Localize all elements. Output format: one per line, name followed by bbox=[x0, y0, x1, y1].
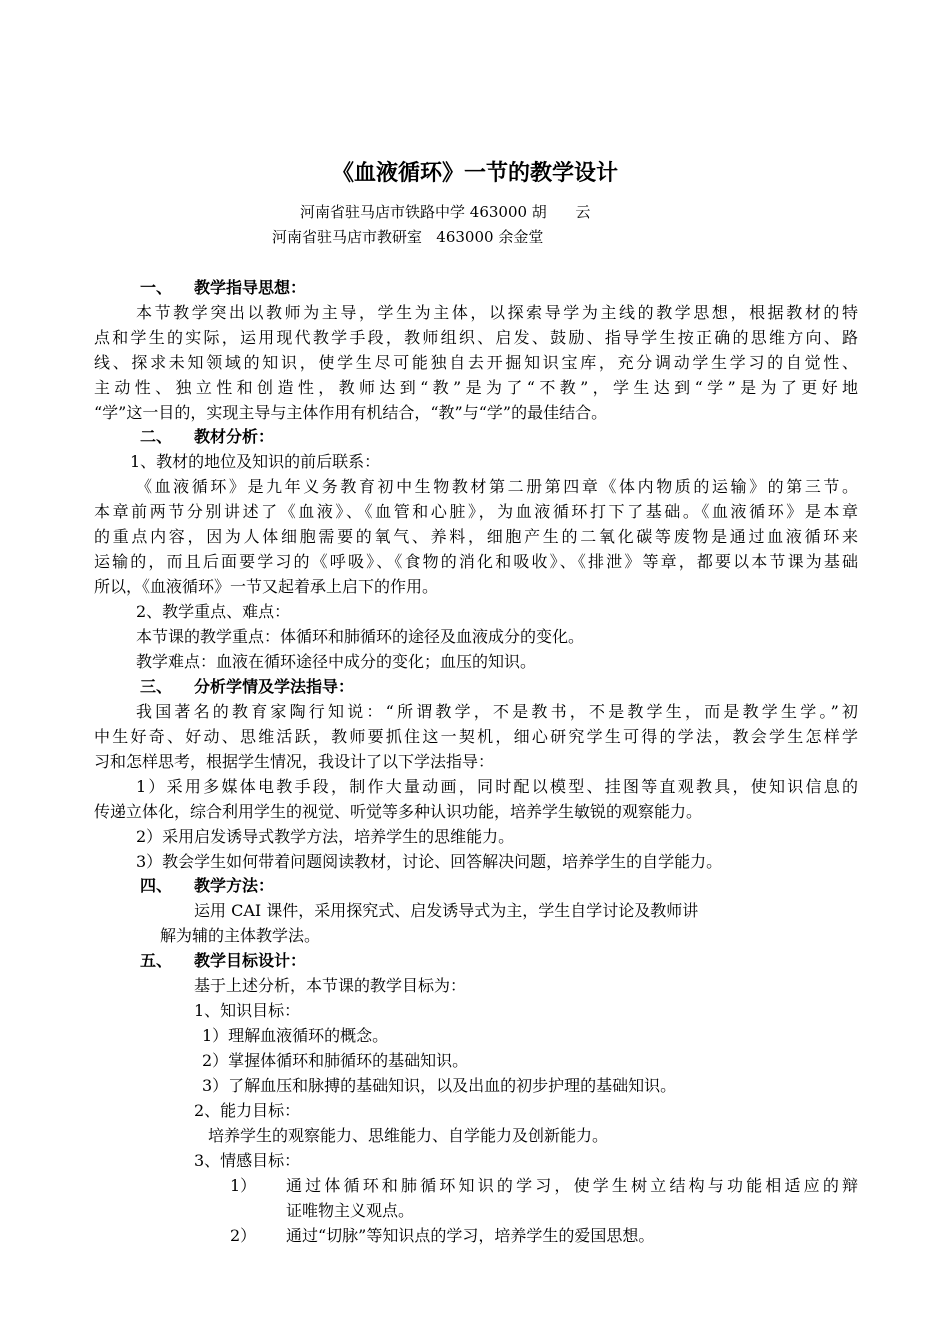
section3-item3: 3）教会学生如何带着问题阅读教材，讨论、回答解决问题，培养学生的自学能力。 bbox=[136, 852, 723, 871]
section1-heading: 教学指导思想： bbox=[194, 278, 307, 297]
section5-heading: 教学目标设计： bbox=[194, 951, 307, 970]
author-line-2: 河南省驻马店市教研室 463000 余金堂 bbox=[272, 228, 544, 246]
section2-key-point: 本节课的教学重点：体循环和肺循环的途径及血液成分的变化。 bbox=[136, 627, 585, 646]
section2-heading: 教材分析： bbox=[194, 427, 275, 446]
section2-line-5: 所以，《血液循环》一节又起着承上启下的作用。 bbox=[94, 577, 439, 596]
section2-difficulty: 教学难点：血液在循环途径中成分的变化；血压的知识。 bbox=[136, 652, 537, 671]
ability-goal-text: 培养学生的观察能力、思维能力、自学能力及创新能力。 bbox=[208, 1126, 609, 1145]
section1-line-4: 主动性、独立性和创造性，教师达到“教”是为了“不教”，学生达到“学”是为了更好地 bbox=[94, 378, 858, 397]
section1-line-3: 线、探求未知领域的知识，使学生尽可能独自去开掘知识宝库，充分调动学生学习的自觉性、 bbox=[94, 353, 858, 372]
section2-line-1: 《血液循环》是九年义务教育初中生物教材第二册第四章《体内物质的运输》的第三节。 bbox=[136, 477, 858, 496]
section2-subheading-2: 2、教学重点、难点： bbox=[136, 602, 291, 621]
section3-item1-line-2: 传递立体化，综合利用学生的视觉、听觉等多种认识功能，培养学生敏锐的观察能力。 bbox=[94, 802, 703, 821]
section3-line-1: 我国著名的教育家陶行知说：“所谓教学，不是教书，不是教学生，而是教学生学。”初 bbox=[136, 702, 858, 721]
section3-item2: 2）采用启发诱导式教学方法，培养学生的思维能力。 bbox=[136, 827, 515, 846]
knowledge-goal-1: 1）理解血液循环的概念。 bbox=[202, 1026, 389, 1045]
section2-line-4: 运输的，而且后面要学习的《呼吸》、《食物的消化和吸收》、《排泄》等章，都要以本节课为基础 bbox=[94, 552, 858, 571]
section1-line-1: 本节教学突出以教师为主导，学生为主体，以探索导学为主线的教学思想，根据教材的特 bbox=[136, 303, 858, 322]
section2-subheading-1: 1、教材的地位及知识的前后联系： bbox=[130, 452, 381, 471]
emotion-goal-1-line-1: 通过体循环和肺循环知识的学习，使学生树立结构与功能相适应的辩 bbox=[286, 1176, 858, 1195]
knowledge-goal-2: 2）掌握体循环和肺循环的基础知识。 bbox=[202, 1051, 469, 1070]
emotion-goal-1-number: 1） bbox=[230, 1176, 257, 1195]
section3-line-2: 中生好奇、好动、思维活跃，教师要抓住这一契机，细心研究学生可得的学法，教会学生怎样学 bbox=[94, 727, 858, 746]
emotion-goal-2-number: 2） bbox=[230, 1226, 257, 1245]
section1-line-2: 点和学生的实际，运用现代教学手段，教师组织、启发、鼓励、指导学生按正确的思维方向、路 bbox=[94, 328, 858, 347]
ability-goals-label: 2、能力目标： bbox=[194, 1101, 301, 1120]
section4-number: 四、 bbox=[140, 876, 173, 895]
knowledge-goals-label: 1、知识目标： bbox=[194, 1001, 301, 1020]
section3-number: 三、 bbox=[140, 677, 173, 696]
emotion-goals-label: 3、情感目标： bbox=[194, 1151, 301, 1170]
section2-line-3: 的重点内容，因为人体细胞需要的氧气、养料，细胞产生的二氧化碳等废物是通过血液循环来 bbox=[94, 527, 858, 546]
section2-number: 二、 bbox=[140, 427, 173, 446]
section4-heading: 教学方法： bbox=[194, 876, 275, 895]
section3-line-3: 习和怎样思考，根据学生情况，我设计了以下学法指导： bbox=[94, 752, 495, 771]
emotion-goal-1-line-2: 证唯物主义观点。 bbox=[286, 1201, 415, 1220]
section5-number: 五、 bbox=[140, 951, 173, 970]
emotion-goal-2-line-1: 通过“切脉”等知识点的学习，培养学生的爱国思想。 bbox=[286, 1226, 655, 1245]
section4-line-2: 解为辅的主体教学法。 bbox=[160, 926, 321, 945]
section3-item1-line-1: 1）采用多媒体电教手段，制作大量动画，同时配以模型、挂图等直观教具，使知识信息的 bbox=[136, 777, 858, 796]
document-title: 《血液循环》一节的教学设计 bbox=[331, 161, 618, 186]
section2-line-2: 本章前两节分别讲述了《血液》、《血管和心脏》，为血液循环打下了基础。《血液循环》是本章 bbox=[94, 502, 858, 521]
section4-line-1: 运用 CAI 课件，采用探究式、启发诱导式为主，学生自学讨论及教师讲 bbox=[194, 901, 699, 920]
section1-number: 一、 bbox=[140, 278, 173, 297]
author-line-1: 河南省驻马店市铁路中学 463000 胡 云 bbox=[300, 203, 591, 221]
section5-intro: 基于上述分析，本节课的教学目标为： bbox=[194, 976, 467, 995]
knowledge-goal-3: 3）了解血压和脉搏的基础知识，以及出血的初步护理的基础知识。 bbox=[202, 1076, 677, 1095]
section3-heading: 分析学情及学法指导： bbox=[194, 677, 355, 696]
section1-line-5: “学”这一目的，实现主导与主体作用有机结合，“教”与“学”的最佳结合。 bbox=[94, 403, 608, 422]
